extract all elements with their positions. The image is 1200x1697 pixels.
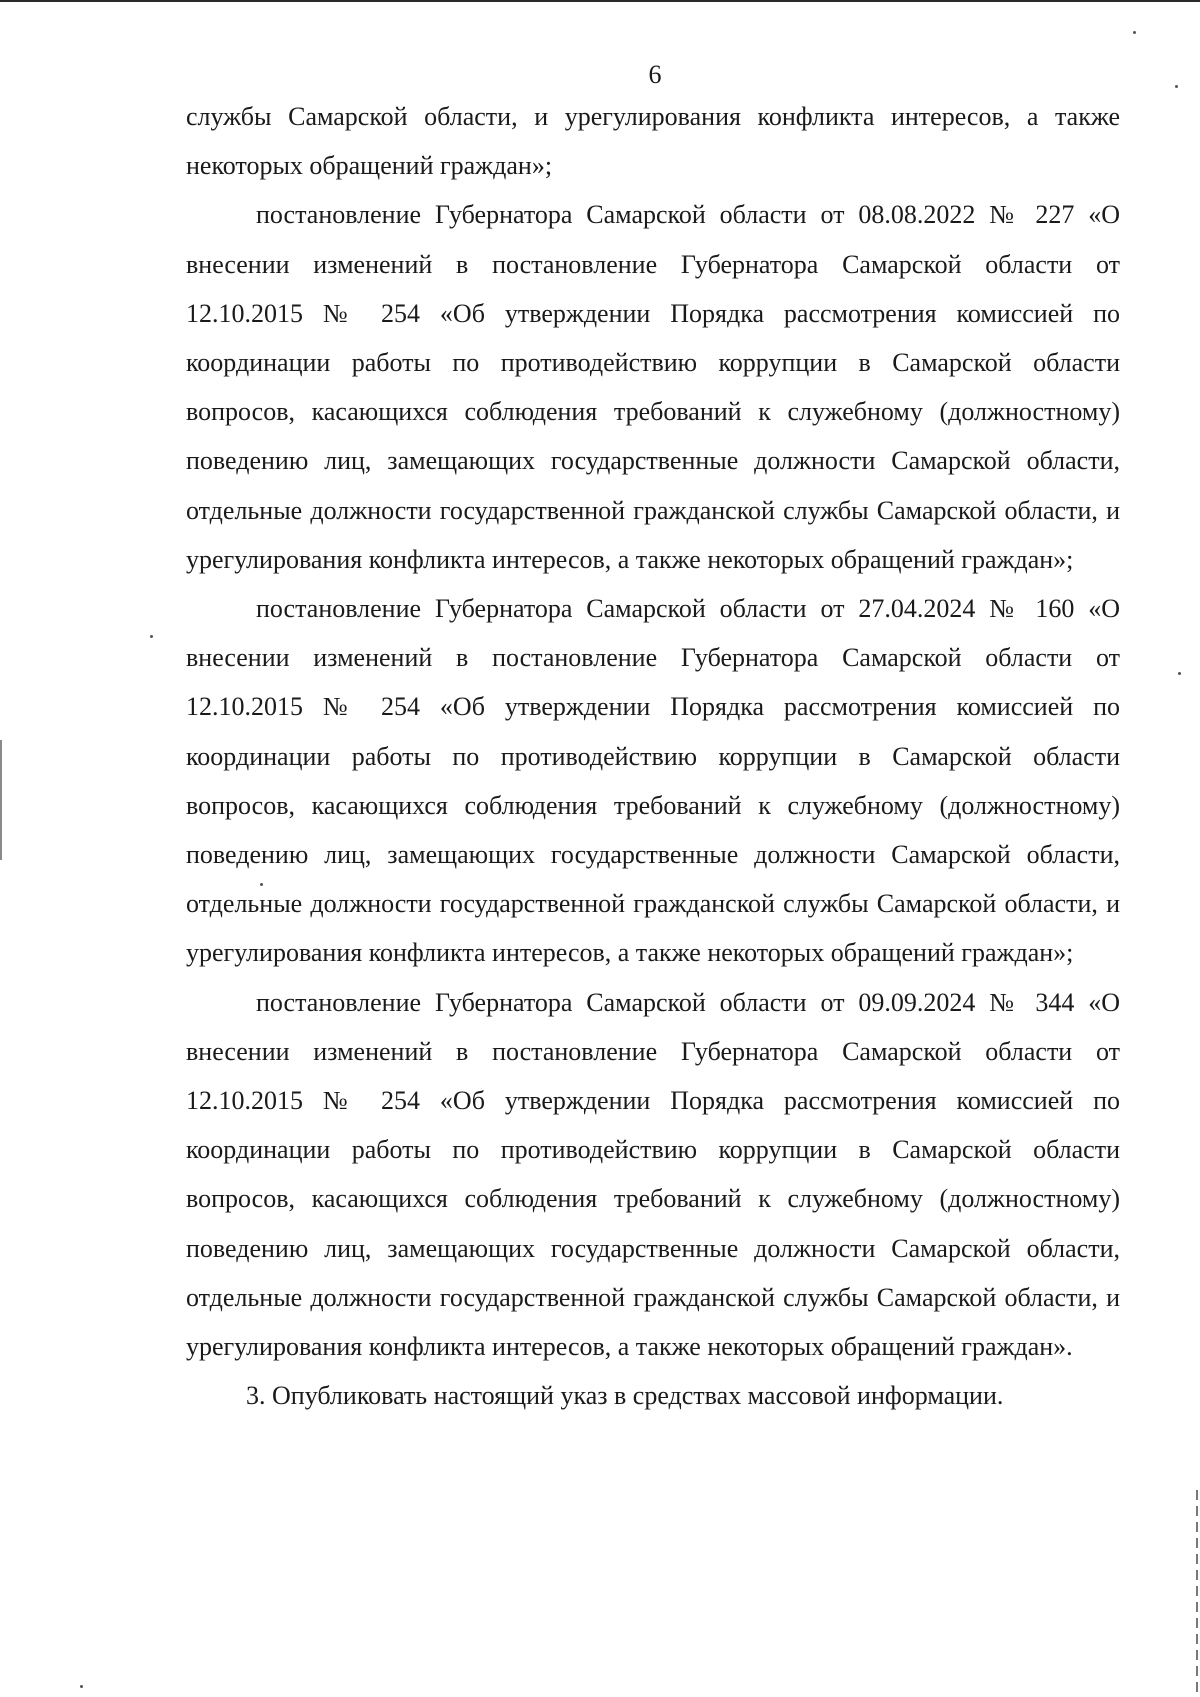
paragraph-publication-clause: 3. Опубликовать настоящий указ в средствах массовой информации.: [246, 1381, 1004, 1411]
scan-left-mark: [0, 740, 2, 860]
paragraph-decree-160: постановление Губернатора Самарской области от 27.04.2024 № 160 «О внесении изменений в постановление Губернатора Самарской области от 12.10.2015 № 254 «Об утверждении Порядка рассмотрения комиссией по координации работы по противодействию коррупции в Самарской области вопросов, касающихся соблюдения требований к служебному (должностному) поведению лиц, замещающих государственные должности Самарской области, отдельные должности государственной гражданской службы Самарской области, и урегулирования конфликта интересов, а также некоторых обращений граждан»;: [186, 594, 1120, 968]
paragraph-decree-227: постановление Губернатора Самарской области от 08.08.2022 № 227 «О внесении изменений в постановление Губернатора Самарской области от 12.10.2015 № 254 «Об утверждении Порядка рассмотрения комиссией по координации работы по противодействию коррупции в Самарской области вопросов, касающихся соблюдения требований к служебному (должностному) поведению лиц, замещающих государственные должности Самарской области, отдельные должности государственной гражданской службы Самарской области, и урегулирования конфликта интересов, а также некоторых обращений граждан»;: [186, 200, 1120, 574]
document-body: [186, 92, 1120, 1420]
scan-speck: [1178, 672, 1181, 675]
page-number: 6: [648, 60, 662, 89]
scan-speck: [80, 1685, 83, 1688]
scan-speck: [1133, 31, 1136, 34]
scan-top-border: [0, 0, 1200, 2]
scan-speck: [150, 635, 153, 638]
paragraph-decree-344: постановление Губернатора Самарской области от 09.09.2024 № 344 «О внесении изменений в постановление Губернатора Самарской области от 12.10.2015 № 254 «Об утверждении Порядка рассмотрения комиссией по координации работы по противодействию коррупции в Самарской области вопросов, касающихся соблюдения требований к служебному (должностному) поведению лиц, замещающих государственные должности Самарской области, отдельные должности государственной гражданской службы Самарской области, и урегулирования конфликта интересов, а также некоторых обращений граждан».: [186, 987, 1120, 1362]
paragraph-continuation: службы Самарской области, и урегулирования конфликта интересов, а также некоторых обращений граждан»;: [186, 102, 1120, 181]
scan-right-mark: [1196, 1490, 1198, 1697]
